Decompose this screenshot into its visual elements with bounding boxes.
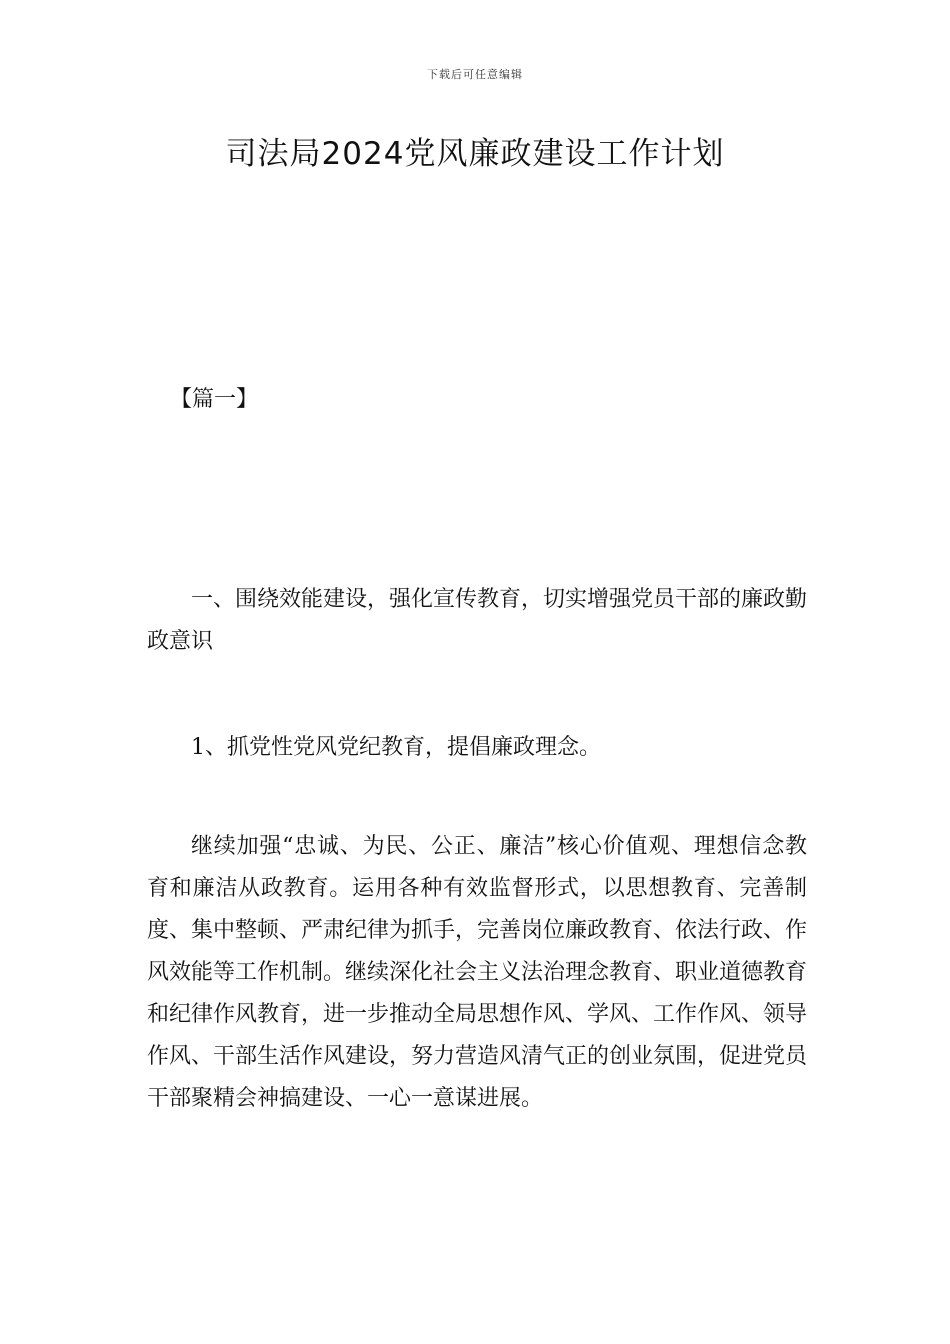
paragraph-body: 继续加强“忠诚、为民、公正、廉洁”核心价值观、理想信念教育和廉洁从政教育。运用各种有效监督形式，以思想教育、完善制度、集中整顿、严肃纪律为抓手，完善岗位廉政教育、依法行政、作风效能等工作机制。继续深化社会主义法治理念教育、职业道德教育和纪律作风教育，进一步推动全局思想作风、学风、工作作风、领导作风、干部生活作风建设，努力营造风清气正的创业氛围，促进党员干部聚精会神搞建设、一心一意谋进展。	[147, 834, 808, 1111]
section-label: 【篇一】	[170, 387, 259, 412]
paragraph-heading: 一、围绕效能建设，强化宣传教育，切实增强党员干部的廉政勤政意识	[147, 587, 808, 654]
paragraph-subheading: 1、抓党性党风党纪教育，提倡廉政理念。	[191, 735, 601, 760]
header-note: 下载后可任意编辑	[427, 68, 523, 81]
document-title: 司法局2024党风廉政建设工作计划	[225, 136, 725, 172]
